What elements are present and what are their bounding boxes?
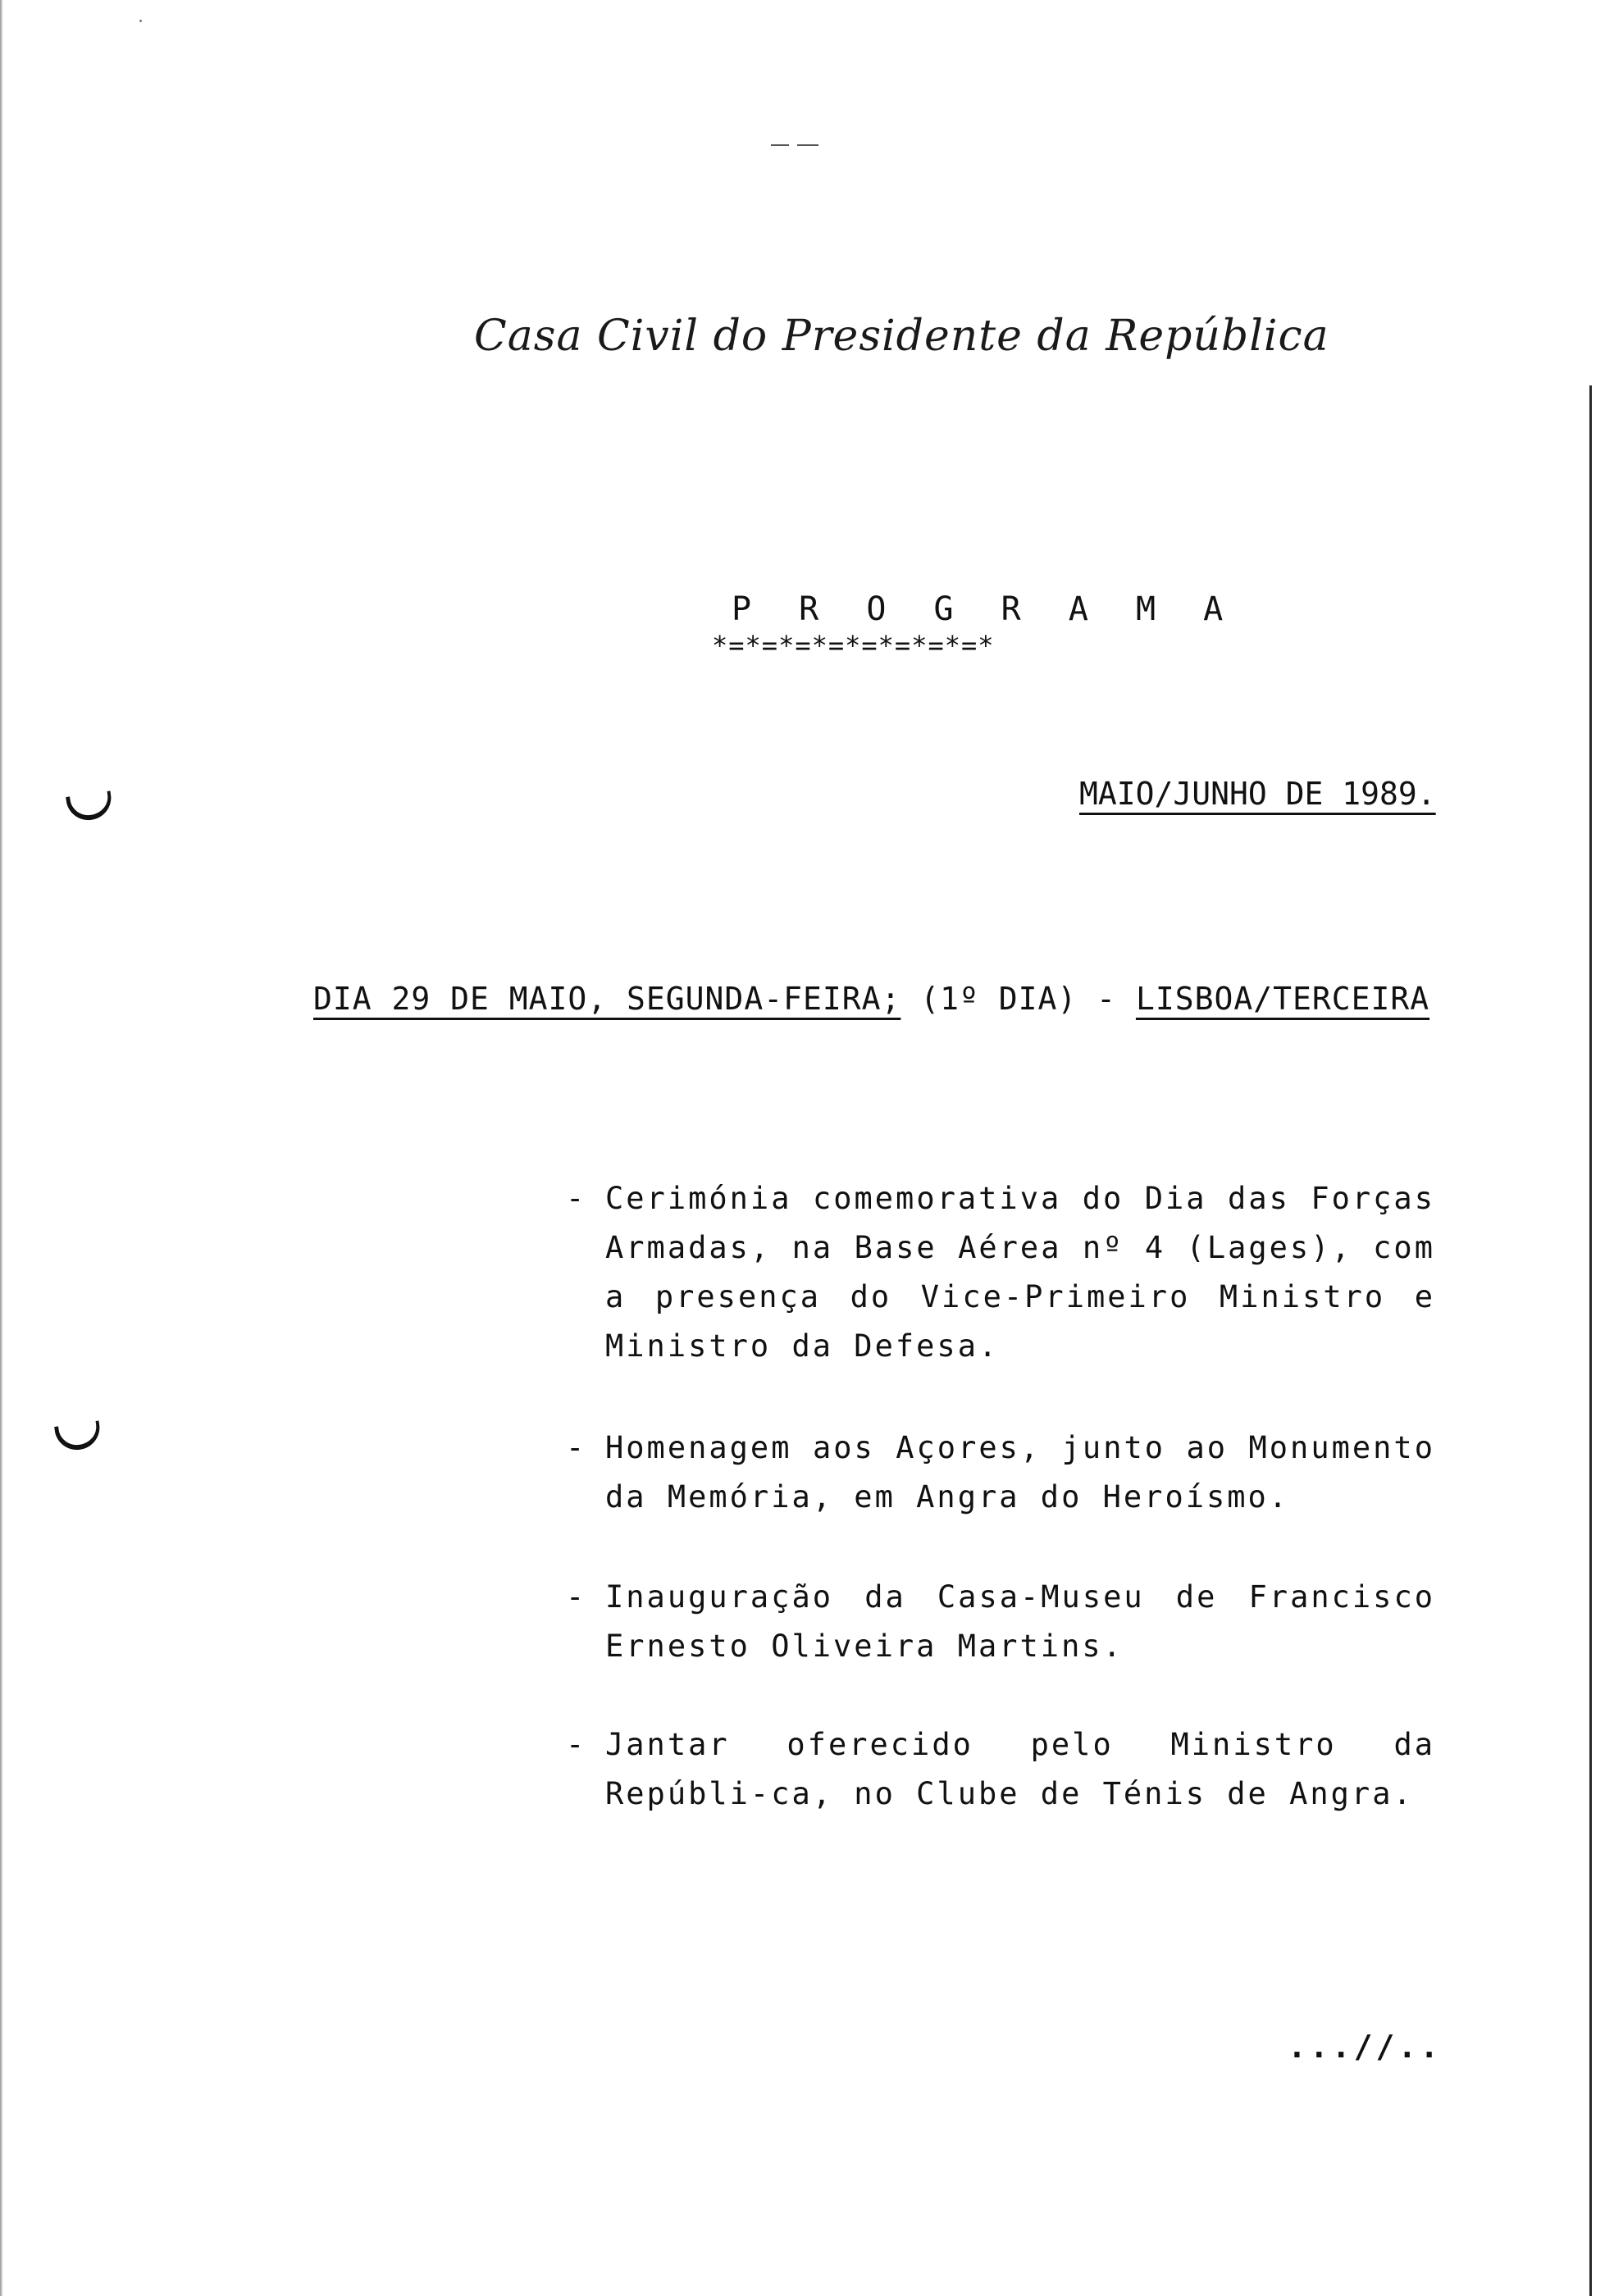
letterhead: Casa Civil do Presidente da República [474,312,1329,361]
event-item [566,1174,1435,1371]
scan-speck [139,20,142,22]
scan-mark [771,144,789,146]
event-bullet: - [566,1579,585,1615]
event-text: Cerimónia comemorativa do Dia das Forças Armadas, na Base Aérea nº 4 (Lages), com a presença do Vice-Primeiro Ministro e Ministro da Defesa. [605,1181,1435,1364]
event-text: Inauguração da Casa-Museu de Francisco Ernesto Oliveira Martins. [605,1579,1435,1664]
title-decoration: *=*=*=*=*=*=*=*=* [712,630,995,661]
scan-mark [797,144,818,146]
event-bullet: - [566,1430,585,1465]
document-date: MAIO/JUNHO DE 1989. [1079,776,1436,812]
event-bullet: - [566,1181,585,1216]
day-route: LISBOA/TERCEIRA [1135,981,1430,1017]
event-item [566,1424,1435,1522]
document-title: P R O G R A M A [732,590,1238,628]
event-text: Homenagem aos Açores, junto ao Monumento da Memória, em Angra do Heroísmo. [605,1430,1435,1515]
event-item [566,1720,1435,1819]
event-item [566,1573,1435,1671]
day-date: DIA 29 DE MAIO, SEGUNDA-FEIRA; [313,981,901,1017]
event-bullet: - [566,1727,585,1762]
day-heading [313,981,1429,1017]
punch-hole-mark [66,790,114,822]
day-separator: - [1097,981,1117,1017]
scan-edge-left [0,0,2,2296]
event-text: Jantar oferecido pelo Ministro da Repúbli-ca, no Clube de Ténis de Angra. [605,1727,1435,1811]
continuation-mark: ...//.. [1288,2029,1443,2065]
day-number: (1º DIA) [920,981,1078,1017]
punch-hole-mark [54,1420,103,1452]
scan-edge-right [1589,385,1592,2296]
